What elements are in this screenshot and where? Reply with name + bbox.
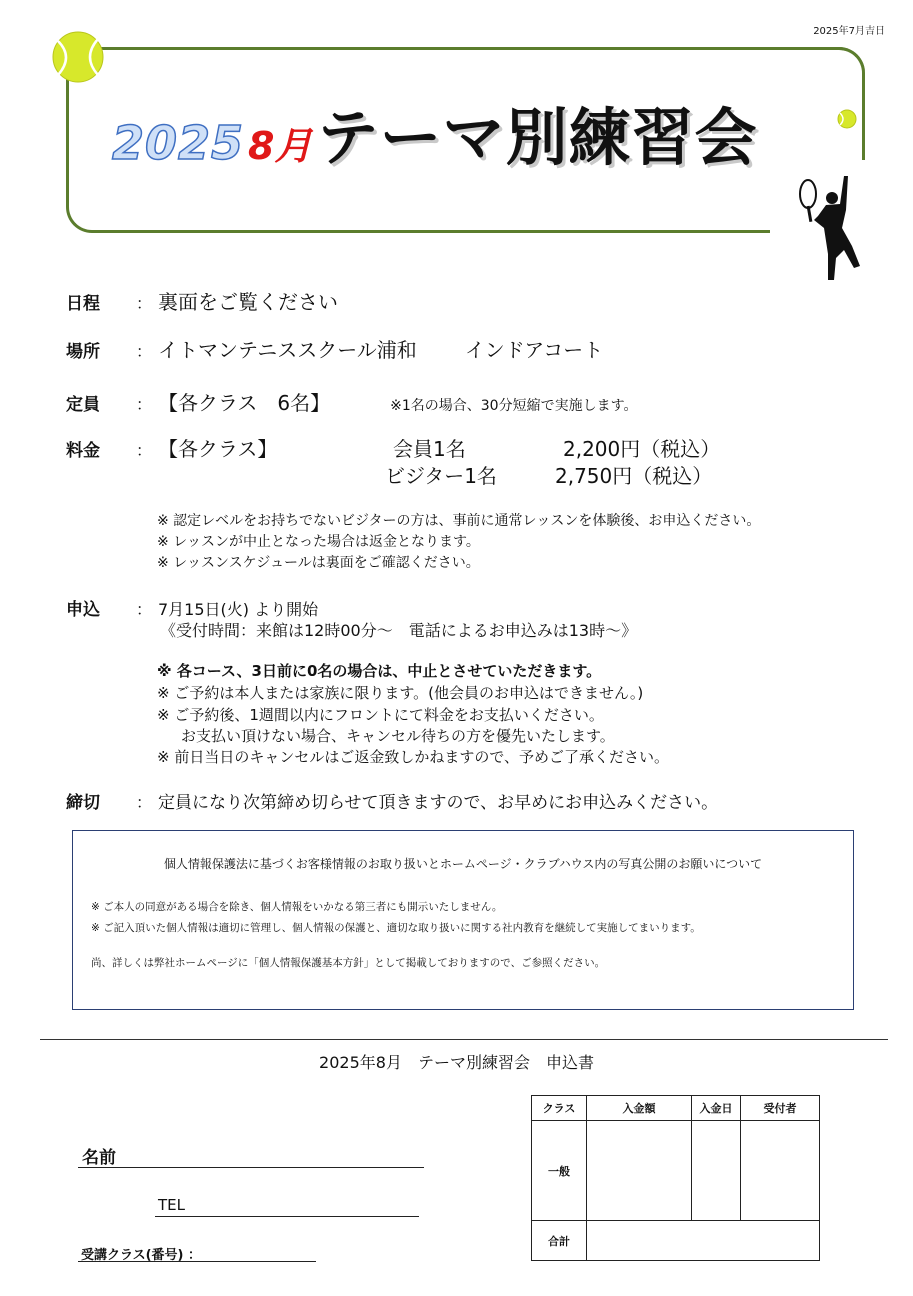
class-field[interactable] <box>78 1244 316 1262</box>
apply-start: 7月15日(火) より開始 <box>158 600 319 619</box>
capacity-note: ※1名の場合、30分短縮で実施します。 <box>390 398 638 414</box>
tel-label: TEL <box>158 1196 185 1214</box>
apply-label: 申込 <box>66 600 100 620</box>
fee-label: 料金 <box>66 441 100 461</box>
place-label: 場所 <box>66 342 100 362</box>
cell-general-receiver[interactable] <box>741 1121 820 1221</box>
apply-note-3: ※ ご予約後、1週間以内にフロントにて料金をお支払いください。 <box>157 706 604 724</box>
row-total: 合計 <box>532 1221 587 1261</box>
name-field[interactable] <box>78 1143 424 1168</box>
title-main: テーマ別練習会 <box>316 101 758 174</box>
deadline-colon: ： <box>136 793 153 812</box>
capacity-row <box>66 387 637 416</box>
th-class: クラス <box>532 1096 587 1121</box>
page-title <box>112 88 758 177</box>
schedule-label: 日程 <box>66 294 100 314</box>
privacy-line-3: 尚、詳しくは弊社ホームページに「個人情報保護基本方針」として掲載しておりますので、ご参照ください。 <box>91 957 606 969</box>
fee-colon: ： <box>136 441 153 460</box>
cut-line <box>40 1039 888 1040</box>
fee-visitor-price: 2,750円（税込） <box>555 464 713 488</box>
apply-note-4: お支払い頂けない場合、キャンセル待ちの方を優先いたします。 <box>181 727 615 745</box>
fee-visitor-label: ビジター1名 <box>385 464 497 488</box>
privacy-line-1: ※ ご本人の同意がある場合を除き、個人情報をいかなる第三者にも開示いたしません。 <box>91 901 503 913</box>
name-label: 名前 <box>82 1148 116 1168</box>
fee-note-1: ※ 認定レベルをお持ちでないビジターの方は、事前に通常レッスンを体験後、お申込ください。 <box>157 513 761 529</box>
apply-row <box>66 595 318 620</box>
capacity-colon: ： <box>136 395 153 414</box>
th-date: 入金日 <box>692 1096 741 1121</box>
title-year: 2025 <box>112 116 245 170</box>
privacy-box <box>72 830 854 1010</box>
capacity-value: 【各クラス 6名】 <box>158 391 331 415</box>
apply-hours: 《受付時間：来館は12時00分～ 電話によるお申込みは13時～》 <box>160 621 638 640</box>
fee-member-price: 2,200円（税込） <box>563 437 721 461</box>
privacy-title: 個人情報保護法に基づくお客様情報のお取り扱いとホームページ・クラブハウス内の写真公開のお願いについて <box>163 857 763 871</box>
fee-row <box>66 433 277 462</box>
deadline-row <box>66 788 718 813</box>
title-frame-corner <box>838 47 865 160</box>
place-value: イトマンテニススクール浦和 <box>158 338 417 362</box>
deadline-label: 締切 <box>66 793 100 813</box>
deadline-value: 定員になり次第締め切らせて頂きますので、お早めにお申込みください。 <box>158 793 719 813</box>
apply-colon: ： <box>136 600 153 619</box>
apply-note-1: ※ 各コース、3日前に0名の場合は、中止とさせていただきます。 <box>157 662 602 680</box>
issue-date: 2025年7月吉日 <box>813 26 885 37</box>
form-title: 2025年8月 テーマ別練習会 申込書 <box>319 1053 594 1072</box>
th-receiver: 受付者 <box>741 1096 820 1121</box>
schedule-row <box>66 286 338 315</box>
tennis-ball-icon <box>52 31 104 83</box>
place-court: インドアコート <box>464 338 604 362</box>
place-row <box>66 334 603 363</box>
capacity-label: 定員 <box>66 395 100 415</box>
apply-note-2: ※ ご予約は本人または家族に限ります。(他会員のお申込はできません。) <box>157 684 644 702</box>
fee-note-2: ※ レッスンが中止となった場合は返金となります。 <box>157 534 480 550</box>
fee-note-3: ※ レッスンスケジュールは裏面をご確認ください。 <box>157 555 480 571</box>
cell-total[interactable] <box>587 1221 820 1261</box>
privacy-line-2: ※ ご記入頂いた個人情報は適切に管理し、個人情報の保護と、適切な取り扱いに関する社内教育を継続して実施してまいります。 <box>91 922 701 934</box>
cell-general-amount[interactable] <box>587 1121 692 1221</box>
title-month: 8月 <box>248 124 313 168</box>
tel-field[interactable] <box>155 1196 419 1217</box>
class-label: 受講クラス(番号) ： <box>81 1248 202 1263</box>
fee-member-label: 会員1名 <box>393 437 466 461</box>
fee-class: 【各クラス】 <box>158 437 278 461</box>
schedule-colon: ： <box>136 294 153 313</box>
fee-table <box>531 1095 820 1261</box>
row-general: 一般 <box>532 1121 587 1221</box>
tennis-player-silhouette-icon <box>794 168 866 286</box>
small-tennis-ball-icon <box>837 109 857 129</box>
cell-general-date[interactable] <box>692 1121 741 1221</box>
place-colon: ： <box>136 342 153 361</box>
th-amount: 入金額 <box>587 1096 692 1121</box>
apply-note-5: ※ 前日当日のキャンセルはご返金致しかねますので、予めご了承ください。 <box>157 748 670 766</box>
schedule-value: 裏面をご覧ください <box>158 290 338 314</box>
